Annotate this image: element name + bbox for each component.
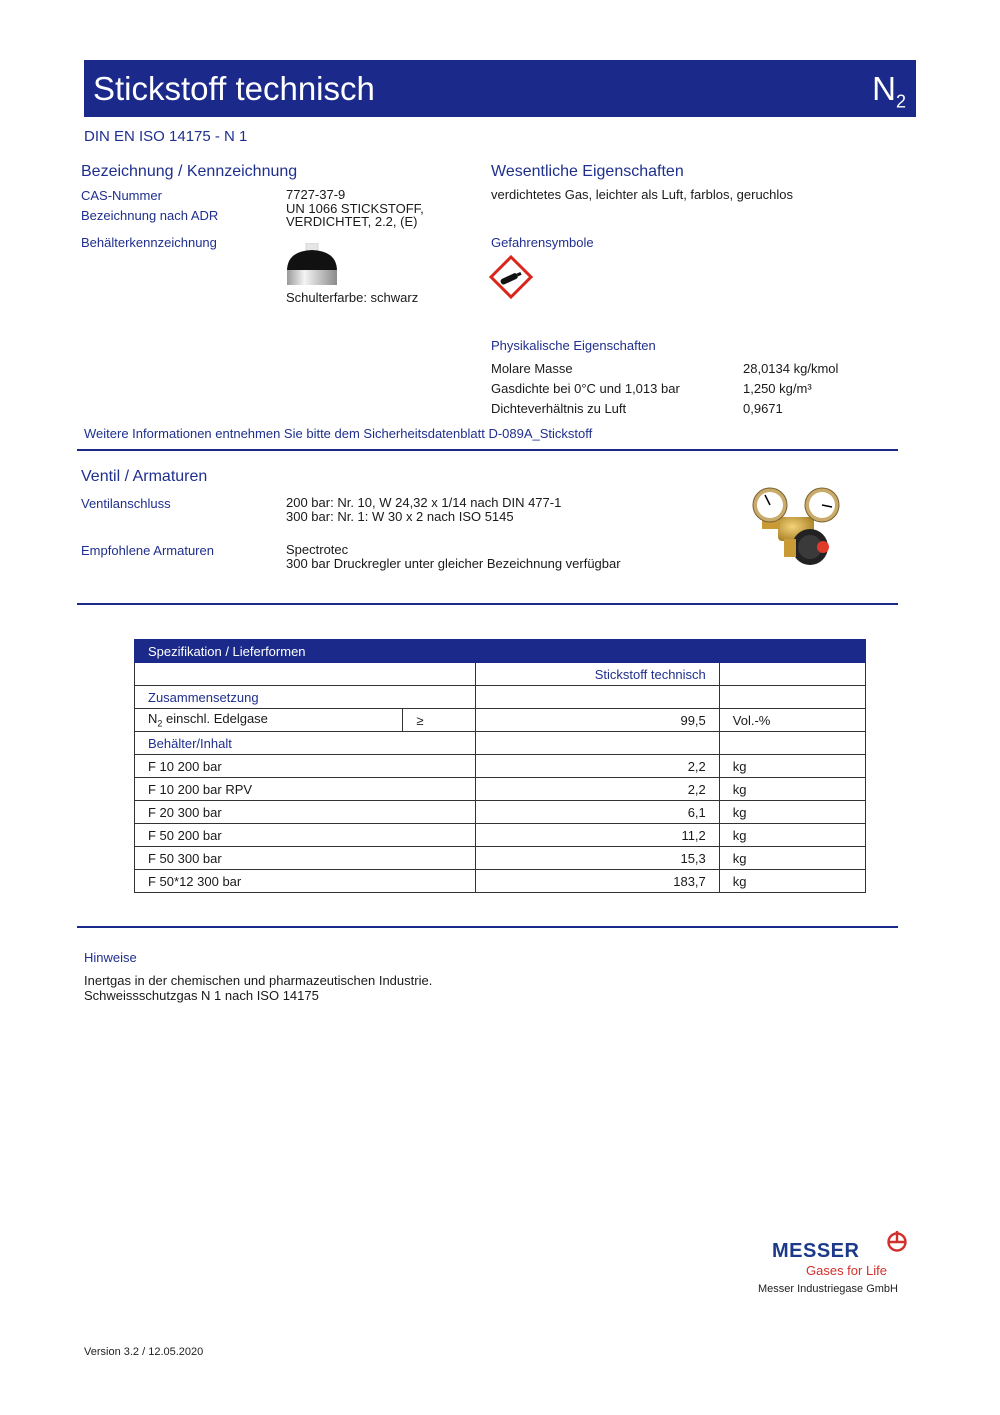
hinweise-line-2: Schweissschutzgas N 1 nach ISO 14175 [84,988,319,1003]
norm-designation: DIN EN ISO 14175 - N 1 [84,128,248,145]
shoulder-color: Schulterfarbe: schwarz [286,290,419,305]
container-name: F 50 300 bar [135,847,476,870]
purity-operator: ≥ [403,709,476,732]
cas-value: 7727-37-9 [286,187,346,202]
page-title: Stickstoff technisch [93,70,375,107]
phys-label-gasdichte: Gasdichte bei 0°C und 1,013 bar [491,381,680,396]
n2-component: $N_2$ einschl. Edelgase [135,709,403,732]
phys-label-dichteverhaeltnis: Dichteverhältnis zu Luft [491,401,627,416]
spec-header-row [135,640,866,663]
ventilanschluss-label: Ventilanschluss [81,496,171,511]
eigenschaften-text: verdichtetes Gas, leichter als Luft, farblos, geruchlos [491,187,794,202]
container-value: 15,3 [476,847,719,870]
container-value: 2,2 [476,755,719,778]
ghs-gas-cylinder-icon [489,255,533,299]
container-unit: kg [719,870,865,893]
behaelter-inhalt-label: Behälter/Inhalt [135,732,476,755]
table-row [135,686,866,709]
table-row [135,778,866,801]
table-row [135,732,866,755]
title-bar [84,60,916,117]
purity-value: 99,5 [476,709,719,732]
messer-brand: MESSER [772,1240,860,1262]
pressure-regulator-image [748,487,844,567]
adr-value-line-2: VERDICHTET, 2.2, (E) [286,214,418,229]
container-unit: kg [719,755,865,778]
divider [77,926,898,928]
container-value: 11,2 [476,824,719,847]
behaelter-label: Behälterkennzeichnung [81,235,217,250]
spec-column-header: Stickstoff technisch [476,663,719,686]
hinweise-line-1: Inertgas in der chemischen und pharmazeutischen Industrie. [84,973,433,988]
table-row [135,801,866,824]
messer-logo-icon [886,1231,908,1253]
adr-label: Bezeichnung nach ADR [81,208,219,223]
container-unit: kg [719,824,865,847]
divider [77,449,898,451]
table-row [135,663,866,686]
armaturen-label: Empfohlene Armaturen [81,543,214,558]
bezeichnung-heading: Bezeichnung / Kennzeichnung [81,163,298,180]
container-name: F 50 200 bar [135,824,476,847]
ventilanschluss-line-1: 200 bar: Nr. 10, W 24,32 x 1/14 nach DIN 477-1 [286,495,562,510]
container-name: F 10 200 bar RPV [135,778,476,801]
hinweise-heading: Hinweise [84,950,137,965]
eigenschaften-heading: Wesentliche Eigenschaften [491,163,684,180]
zusammensetzung-label: Zusammensetzung [135,686,476,709]
version-info: Version 3.2 / 12.05.2020 [84,1346,204,1358]
ventilanschluss-line-2: 300 bar: Nr. 1: W 30 x 2 nach ISO 5145 [286,509,514,524]
phys-value-gasdichte: 1,250 kg/m³ [743,381,812,396]
phys-value-molare-masse: 28,0134 kg/kmol [743,361,839,376]
company-name: Messer Industriegase GmbH [758,1283,898,1295]
cas-label: CAS-Nummer [81,188,162,203]
phys-label-molare-masse: Molare Masse [491,361,573,376]
container-value: 6,1 [476,801,719,824]
container-value: 2,2 [476,778,719,801]
table-row [135,755,866,778]
container-name: F 50*12 300 bar [135,870,476,893]
phys-value-dichteverhaeltnis: 0,9671 [743,401,783,416]
purity-unit: Vol.-% [719,709,865,732]
table-row [135,870,866,893]
container-unit: kg [719,778,865,801]
table-row [135,847,866,870]
chemical-formula: $N_2$ [872,70,906,112]
adr-value-line-1: UN 1066 STICKSTOFF, [286,201,424,216]
container-unit: kg [719,801,865,824]
container-name: F 10 200 bar [135,755,476,778]
container-unit: kg [719,847,865,870]
table-row [135,824,866,847]
sds-info-link[interactable]: Weitere Informationen entnehmen Sie bitte dem Sicherheitsdatenblatt D-089A_Stickstoff [84,426,593,441]
table-row [135,709,866,732]
phys-heading: Physikalische Eigenschaften [491,338,656,353]
ventil-heading: Ventil / Armaturen [81,468,208,485]
container-name: F 20 300 bar [135,801,476,824]
armaturen-line-2: 300 bar Druckregler unter gleicher Bezeichnung verfügbar [286,556,621,571]
armaturen-line-1: Spectrotec [286,542,349,557]
container-value: 183,7 [476,870,719,893]
divider [77,603,898,605]
spec-heading: Spezifikation / Lieferformen [135,640,866,663]
gefahr-label: Gefahrensymbole [491,235,594,250]
messer-slogan: Gases for Life [806,1263,887,1278]
spec-table [134,639,866,893]
cylinder-shoulder-icon [285,243,339,285]
